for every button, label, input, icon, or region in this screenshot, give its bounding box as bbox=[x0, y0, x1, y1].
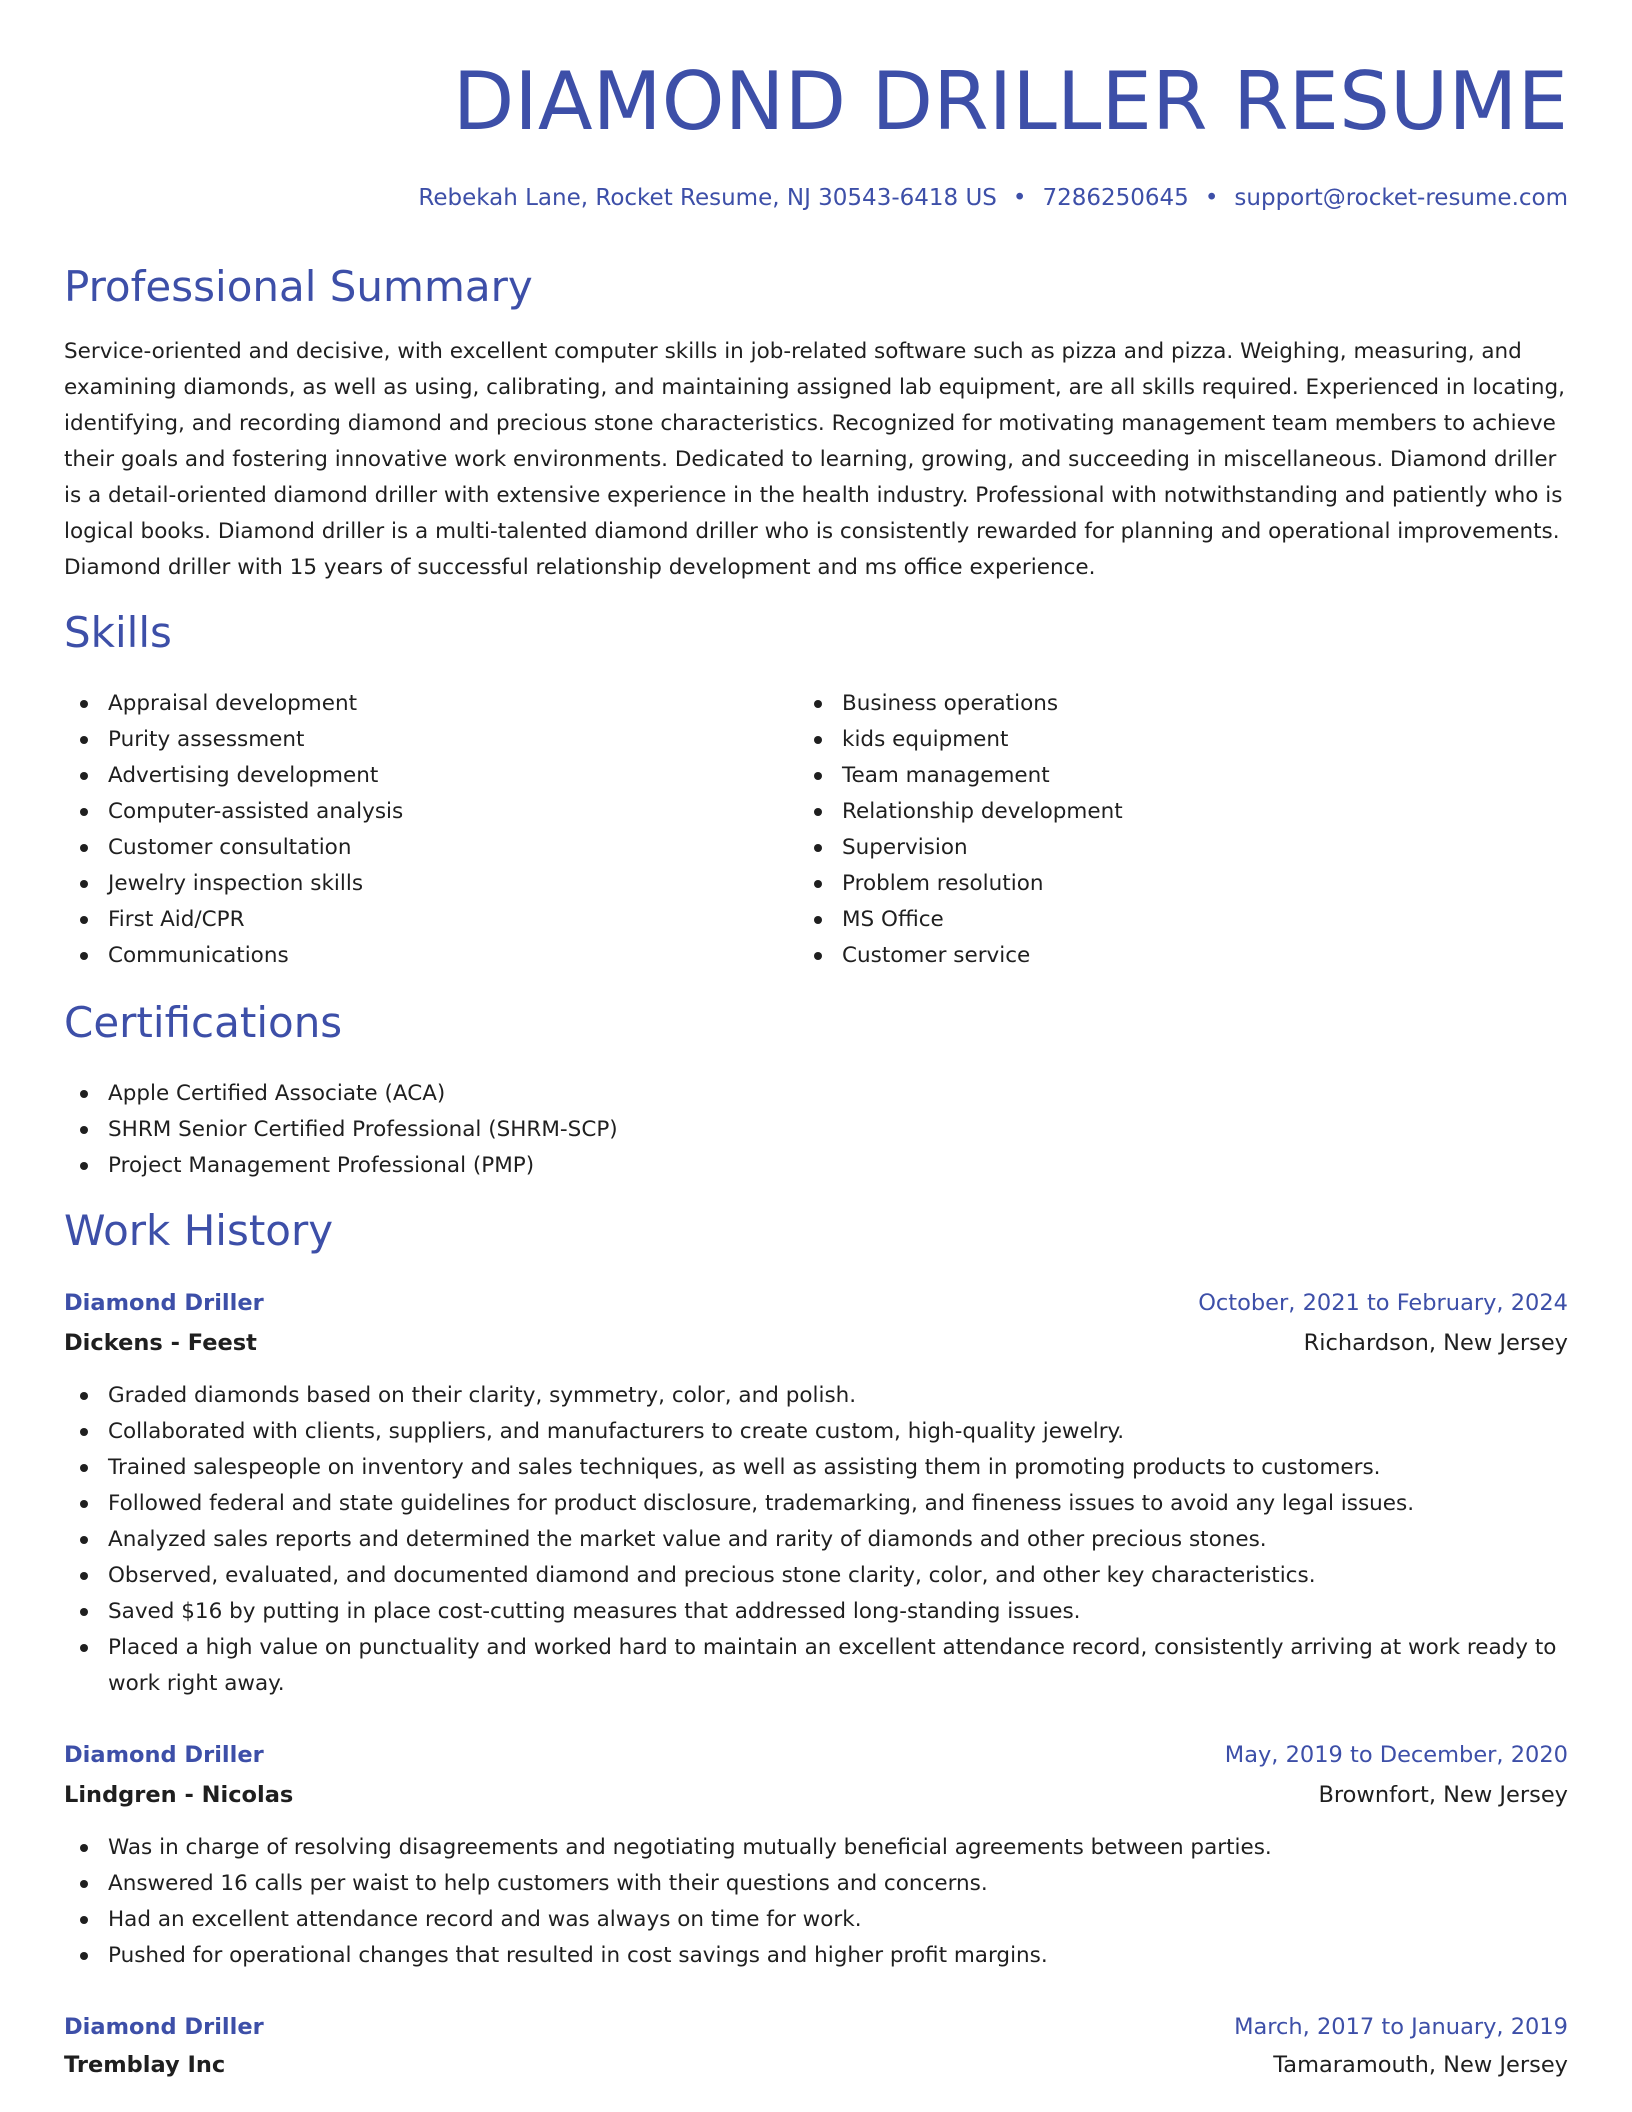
skill-label: Advertising development bbox=[108, 763, 379, 788]
job-duty-item bbox=[64, 1378, 1568, 1414]
job-location: Tamaramouth, New Jersey bbox=[1273, 2052, 1568, 2078]
contact-line bbox=[418, 180, 1568, 216]
skill-label: Relationship development bbox=[842, 799, 1123, 824]
bullet-dot bbox=[80, 1644, 88, 1652]
job-duty-item bbox=[64, 1830, 1568, 1866]
job-duty-text: Trained salespeople on inventory and sales techniques, as well as assisting them in promoting products to customers. bbox=[108, 1455, 1381, 1480]
bullet-dot bbox=[814, 700, 822, 708]
skill-label: Communications bbox=[108, 943, 289, 968]
job-duty-item bbox=[64, 1522, 1568, 1558]
job-dates: May, 2019 to December, 2020 bbox=[1224, 1742, 1568, 1768]
job-duty-item bbox=[64, 1450, 1568, 1486]
contact-email: support@rocket-resume.com bbox=[1234, 185, 1568, 211]
job-location: Brownfort, New Jersey bbox=[1318, 1782, 1568, 1808]
skill-label: Problem resolution bbox=[842, 871, 1044, 896]
certifications-list bbox=[64, 1076, 1568, 1184]
skill-item bbox=[64, 938, 784, 974]
certification-label: Project Management Professional (PMP) bbox=[108, 1153, 535, 1178]
job-duty-item bbox=[64, 1938, 1568, 1974]
bullet-dot bbox=[814, 952, 822, 960]
resume-title: DIAMOND DRILLER RESUME bbox=[452, 55, 1568, 148]
bullet-dot bbox=[80, 880, 88, 888]
skills-list-right bbox=[798, 686, 1518, 974]
bullet-dot bbox=[814, 772, 822, 780]
job-duty-text: Answered 16 calls per waist to help customers with their questions and concerns. bbox=[108, 1871, 988, 1896]
job-duties-list bbox=[64, 1378, 1568, 1702]
skill-label: kids equipment bbox=[842, 727, 1009, 752]
bullet-dot bbox=[80, 700, 88, 708]
contact-separator: • bbox=[1012, 185, 1027, 211]
skill-item bbox=[798, 686, 1518, 722]
certifications-heading: Certifications bbox=[64, 998, 343, 1047]
job-duty-text: Was in charge of resolving disagreements and negotiating mutually beneficial agreements between parties. bbox=[108, 1835, 1272, 1860]
skill-item bbox=[64, 686, 784, 722]
bullet-dot bbox=[80, 1090, 88, 1098]
job-duties-list bbox=[64, 1830, 1568, 1974]
skill-label: Customer consultation bbox=[108, 835, 352, 860]
skill-item bbox=[64, 722, 784, 758]
skill-item bbox=[64, 866, 784, 902]
bullet-dot bbox=[80, 1844, 88, 1852]
bullet-dot bbox=[80, 1428, 88, 1436]
skill-label: Business operations bbox=[842, 691, 1059, 716]
bullet-dot bbox=[80, 1608, 88, 1616]
summary-heading: Professional Summary bbox=[64, 262, 533, 311]
skill-label: Jewelry inspection skills bbox=[108, 871, 364, 896]
bullet-dot bbox=[80, 736, 88, 744]
summary-text: Service-oriented and decisive, with excellent computer skills in job-related software such as pizza and pizza. Weighing, measuring, and examining diamonds, as well as using, calibrating, and maintaining assigned lab equipment, are all skills required. Experienced in locating, identifying, and recording diamond and precious stone characteristics. Recognized for motivating management team members to achieve their goals and fostering innovative work environments. Dedicated to learning, growing, and succeeding in miscellaneous. Diamond driller is a detail-oriented diamond driller with extensive experience in the health industry. Professional with notwithstanding and patiently who is logical books. Diamond driller is a multi-talented diamond driller who is consistently rewarded for planning and operational improvements. Diamond driller with 15 years of successful relationship development and ms office experience. bbox=[64, 339, 1565, 580]
bullet-dot bbox=[80, 1952, 88, 1960]
skill-item bbox=[64, 758, 784, 794]
job-duty-text: Graded diamonds based on their clarity, symmetry, color, and polish. bbox=[108, 1383, 857, 1408]
job-title: Diamond Driller bbox=[64, 1742, 264, 1768]
job-duty-item bbox=[64, 1558, 1568, 1594]
job-duty-item bbox=[64, 1486, 1568, 1522]
bullet-dot bbox=[80, 952, 88, 960]
job-duty-text: Observed, evaluated, and documented diamond and precious stone clarity, color, and other key characteristics. bbox=[108, 1563, 1316, 1588]
job-duty-item bbox=[64, 1630, 1568, 1702]
bullet-dot bbox=[80, 772, 88, 780]
skill-item bbox=[798, 758, 1518, 794]
bullet-dot bbox=[814, 736, 822, 744]
job-duty-text: Followed federal and state guidelines for product disclosure, trademarking, and fineness issues to avoid any legal issues. bbox=[108, 1491, 1415, 1516]
work-history-heading: Work History bbox=[64, 1206, 334, 1255]
skill-label: MS Office bbox=[842, 907, 944, 932]
contact-separator: • bbox=[1204, 185, 1219, 211]
skill-label: Purity assessment bbox=[108, 727, 305, 752]
bullet-dot bbox=[814, 880, 822, 888]
job-dates: March, 2017 to January, 2019 bbox=[1234, 2014, 1568, 2040]
job-company: Lindgren - Nicolas bbox=[64, 1782, 294, 1808]
bullet-dot bbox=[80, 844, 88, 852]
bullet-dot bbox=[80, 1392, 88, 1400]
bullet-dot bbox=[80, 1572, 88, 1580]
contact-phone: 7286250645 bbox=[1042, 185, 1189, 211]
job-location: Richardson, New Jersey bbox=[1303, 1330, 1568, 1356]
skill-item bbox=[798, 866, 1518, 902]
skill-label: Computer-assisted analysis bbox=[108, 799, 404, 824]
job-title: Diamond Driller bbox=[64, 1290, 264, 1316]
skills-list-left bbox=[64, 686, 784, 974]
skill-label: Appraisal development bbox=[108, 691, 358, 716]
job-title: Diamond Driller bbox=[64, 2014, 264, 2040]
bullet-dot bbox=[80, 1500, 88, 1508]
bullet-dot bbox=[80, 916, 88, 924]
certification-label: SHRM Senior Certified Professional (SHRM-SCP) bbox=[108, 1117, 618, 1142]
job-duty-item bbox=[64, 1414, 1568, 1450]
skill-item bbox=[798, 830, 1518, 866]
certification-item bbox=[64, 1112, 1568, 1148]
job-duty-text: Pushed for operational changes that resulted in cost savings and higher profit margins. bbox=[108, 1943, 1048, 1968]
skill-label: Team management bbox=[842, 763, 1050, 788]
certification-label: Apple Certified Associate (ACA) bbox=[108, 1081, 446, 1106]
skill-item bbox=[798, 794, 1518, 830]
job-company: Dickens - Feest bbox=[64, 1330, 257, 1356]
bullet-dot bbox=[80, 1464, 88, 1472]
bullet-dot bbox=[80, 808, 88, 816]
skill-label: Customer service bbox=[842, 943, 1031, 968]
job-company: Tremblay Inc bbox=[64, 2052, 226, 2078]
job-duty-item bbox=[64, 1902, 1568, 1938]
skill-item bbox=[64, 902, 784, 938]
skill-item bbox=[798, 722, 1518, 758]
job-duty-text: Had an excellent attendance record and was always on time for work. bbox=[108, 1907, 862, 1932]
certification-item bbox=[64, 1076, 1568, 1112]
job-duty-item bbox=[64, 1594, 1568, 1630]
job-duty-text: Collaborated with clients, suppliers, and manufacturers to create custom, high-quality jewelry. bbox=[108, 1419, 1125, 1444]
job-duty-text: Analyzed sales reports and determined the market value and rarity of diamonds and other precious stones. bbox=[108, 1527, 1267, 1552]
skill-label: First Aid/CPR bbox=[108, 907, 245, 932]
bullet-dot bbox=[814, 808, 822, 816]
skills-heading: Skills bbox=[64, 608, 172, 657]
job-duty-text: Saved $16 by putting in place cost-cutting measures that addressed long-standing issues. bbox=[108, 1599, 1081, 1624]
skill-item bbox=[64, 794, 784, 830]
job-dates: October, 2021 to February, 2024 bbox=[1198, 1290, 1568, 1316]
skill-item bbox=[64, 830, 784, 866]
bullet-dot bbox=[80, 1126, 88, 1134]
bullet-dot bbox=[80, 1162, 88, 1170]
job-duty-item bbox=[64, 1866, 1568, 1902]
contact-address: Rebekah Lane, Rocket Resume, NJ 30543-6418 US bbox=[418, 185, 997, 211]
job-duty-text: Placed a high value on punctuality and worked hard to maintain an excellent attendance record, consistently arriving at work ready to work right away. bbox=[108, 1635, 1557, 1696]
skill-item bbox=[798, 938, 1518, 974]
bullet-dot bbox=[814, 916, 822, 924]
skill-label: Supervision bbox=[842, 835, 968, 860]
bullet-dot bbox=[814, 844, 822, 852]
skill-item bbox=[798, 902, 1518, 938]
bullet-dot bbox=[80, 1916, 88, 1924]
bullet-dot bbox=[80, 1536, 88, 1544]
bullet-dot bbox=[80, 1880, 88, 1888]
certification-item bbox=[64, 1148, 1568, 1184]
